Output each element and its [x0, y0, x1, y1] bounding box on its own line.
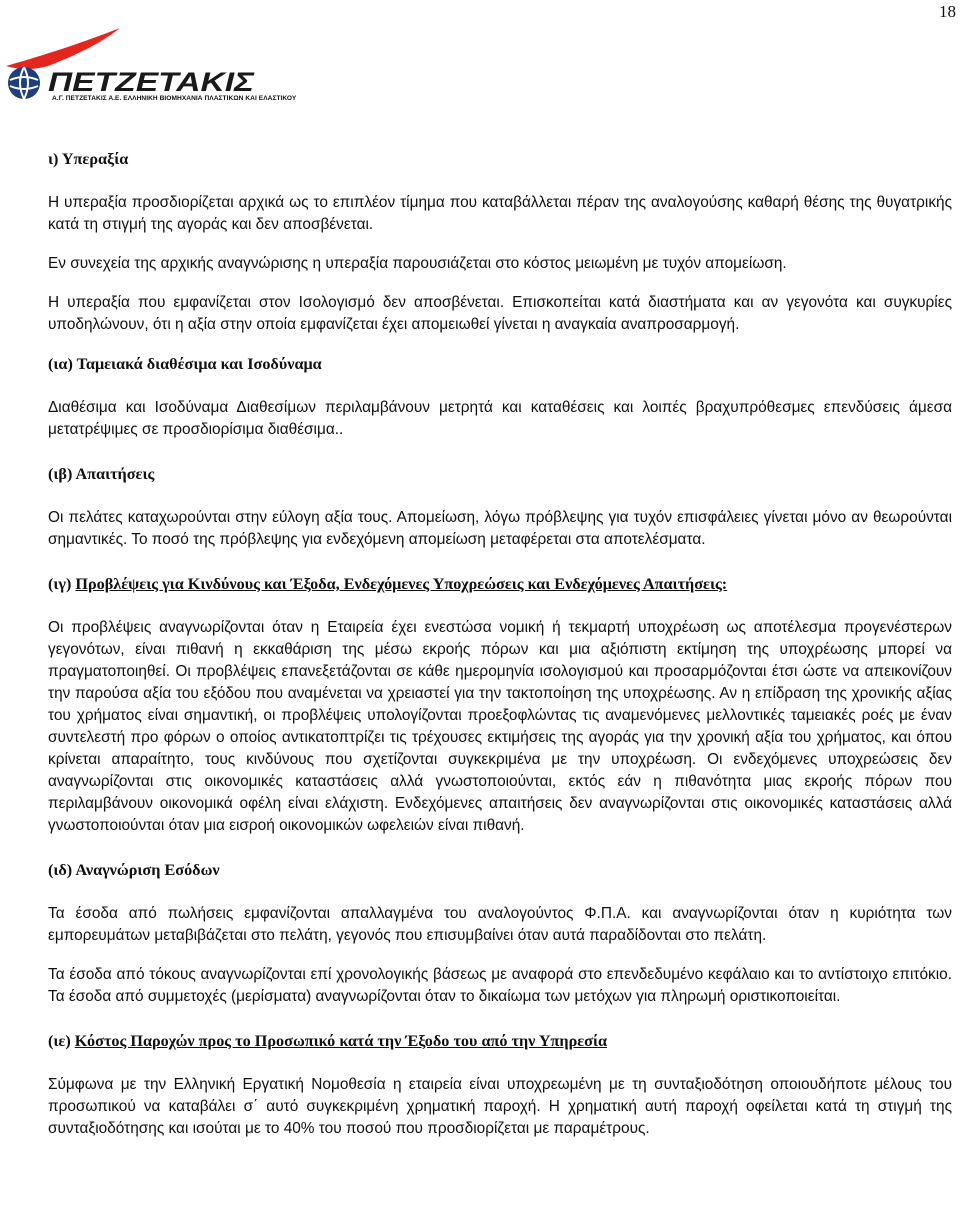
- section-heading-employee-benefits: [48, 1030, 952, 1052]
- paragraph: Διαθέσιμα και Ισοδύναμα Διαθεσίμων περιλαμβάνουν μετρητά και καταθέσεις και λοιπές βραχυπρόθεσμες επενδύσεις άμεσα μετατρέψιμες σε προσδιορίσιμα διαθέσιμα..: [48, 399, 952, 438]
- heading-title: Προβλέψεις για Κινδύνους και Έξοδα, Ενδεχόμενες Υποχρεώσεις και Ενδεχόμενες Απαιτήσεις:: [75, 575, 728, 593]
- paragraph: Η υπεραξία που εμφανίζεται στον Ισολογισμό δεν αποσβένεται. Επισκοπείται κατά διαστήματα και αν γεγονότα και συγκυρίες υποδηλώνουν, ότι η αξία στην οποία εμφανίζεται έχει απομειωθεί γίνεται η αναγκαία αναπροσαρμογή.: [48, 294, 952, 333]
- paragraph: Εν συνεχεία της αρχικής αναγνώρισης η υπεραξία παρουσιάζεται στο κόστος μειωμένη με τυχόν απομείωση.: [48, 255, 787, 272]
- section-heading-cash: (ια) Ταμειακά διαθέσιμα και Ισοδύναμα: [48, 355, 322, 373]
- logo-globe-icon: [8, 67, 40, 99]
- paragraph: Οι προβλέψεις αναγνωρίζονται όταν η Εταιρεία έχει ενεστώσα νομική ή τεκμαρτή υποχρέωση ως αποτέλεσμα προγενέστερων γεγονότων, είναι πιθανή η εκκαθάριση της μέσω εκροής πόρων και μια αξιόπιστη εκτίμηση της υποχρέωσης μπορεί να πραγματοποιηθεί. Οι προβλέψεις επανεξετάζονται σε κάθε ημερομηνία ισολογισμού και προσαρμόζονται έτσι ώστε να απεικονίζουν την παρούσα αξία του εξόδου που αναμένεται να χρειαστεί για την τακτοποίηση της υποχρέωσης. Αν η επίδραση της χρονικής αξίας του χρήματος είναι σημαντική, οι προβλέψεις υπολογίζονται προεξοφλώντας τις αναμενόμενες μελλοντικές ταμειακές ροές με έναν συντελεστή προ φόρων ο οποίος αντικατοπτρίζει τις τρέχουσες εκτιμήσεις της αγοράς για την χρονική αξία του χρήματος, και όπου κρίνεται απαραίτητο, τους κινδύνους που σχετίζονται συγκεκριμένα με την υποχρέωση. Οι ενδεχόμενες υποχρεώσεις δεν αναγνωρίζονται στις οικονομικές καταστάσεις αλλά γνωστοποιούνται, εκτός εάν η πιθανότητα μιας εκροής πόρων που περιλαμβάνουν οικονομικά οφέλη είναι ελάχιστη. Ενδεχόμενες απαιτήσεις δεν αναγνωρίζονται στις οικονομικές καταστάσεις αλλά γνωστοποιούνται όταν μια εισροή οικονομικών ωφελειών είναι πιθανή.: [48, 619, 952, 834]
- logo-brand-name: ΠΕΤΖΕΤΑΚΙΣ: [48, 67, 256, 97]
- heading-title: Κόστος Παροχών προς το Προσωπικό κατά την Έξοδο του από την Υπηρεσία: [74, 1032, 608, 1050]
- company-logo: [4, 28, 297, 108]
- paragraph: Η υπεραξία προσδιορίζεται αρχικά ως το επιπλέον τίμημα που καταβάλλεται πέραν της αναλογούσης καθαρή θέσης της θυγατρικής κατά τη στιγμή της αγοράς και δεν αποσβένεται.: [48, 194, 952, 233]
- page-number: 18: [939, 2, 956, 21]
- section-heading-goodwill: ι) Υπεραξία: [48, 150, 129, 168]
- logo-wing-icon: [6, 28, 120, 69]
- paragraph: Οι πελάτες καταχωρούνται στην εύλογη αξία τους. Απομείωση, λόγω πρόβλεψης για τυχόν επισφάλειες γίνεται μόνο αν θεωρούνται σημαντικές. Το ποσό της πρόβλεψης για ενδεχόμενη απομείωση μεταφέρεται στα αποτελέσματα.: [48, 509, 952, 548]
- heading-prefix: (ιγ): [48, 575, 72, 593]
- document-body: [48, 148, 952, 1140]
- paragraph: Τα έσοδα από τόκους αναγνωρίζονται επί χρονολογικής βάσεως με αναφορά στο επενδεδυμένο κεφάλαιο και το αντίστοιχο επιτόκιο. Τα έσοδα από συμμετοχές (μερίσματα) αναγνωρίζονται όταν το δικαίωμα των μετόχων για πληρωμή οριστικοποιείται.: [48, 966, 952, 1005]
- section-heading-revenue: (ιδ) Αναγνώριση Εσόδων: [48, 861, 220, 879]
- paragraph: Σύμφωνα με την Ελληνική Εργατική Νομοθεσία η εταιρεία είναι υποχρεωμένη με τη συνταξιοδότηση οποιουδήποτε μέλους του προσωπικού να καταβάλει σ΄ αυτό συγκεκριμένη χρηματική παροχή. Η χρηματική αυτή παροχή οφείλεται κατά τη στιγμή της συνταξιοδότησης και ισούται με το 40% του ποσού που προσδιορίζεται με παραμέτρους.: [48, 1076, 952, 1137]
- paragraph: Τα έσοδα από πωλήσεις εμφανίζονται απαλλαγμένα του αναλογούντος Φ.Π.Α. και αναγνωρίζονται όταν η κυριότητα των εμπορευμάτων μεταβιβάζεται στο πελάτη, γεγονός που επισυμβαίνει όταν αυτά παραδίδονται στο πελάτη.: [48, 905, 952, 944]
- logo-subtitle: Α.Γ. ΠΕΤΖΕΤΑΚΙΣ Α.Ε. ΕΛΛΗΝΙΚΗ ΒΙΟΜΗΧΑΝΙΑ ΠΛΑΣΤΙΚΩΝ ΚΑΙ ΕΛΑΣΤΙΚΟΥ: [52, 95, 297, 102]
- section-heading-provisions: [48, 573, 952, 595]
- heading-prefix: (ιε): [48, 1032, 71, 1050]
- section-heading-receivables: (ιβ) Απαιτήσεις: [48, 465, 155, 483]
